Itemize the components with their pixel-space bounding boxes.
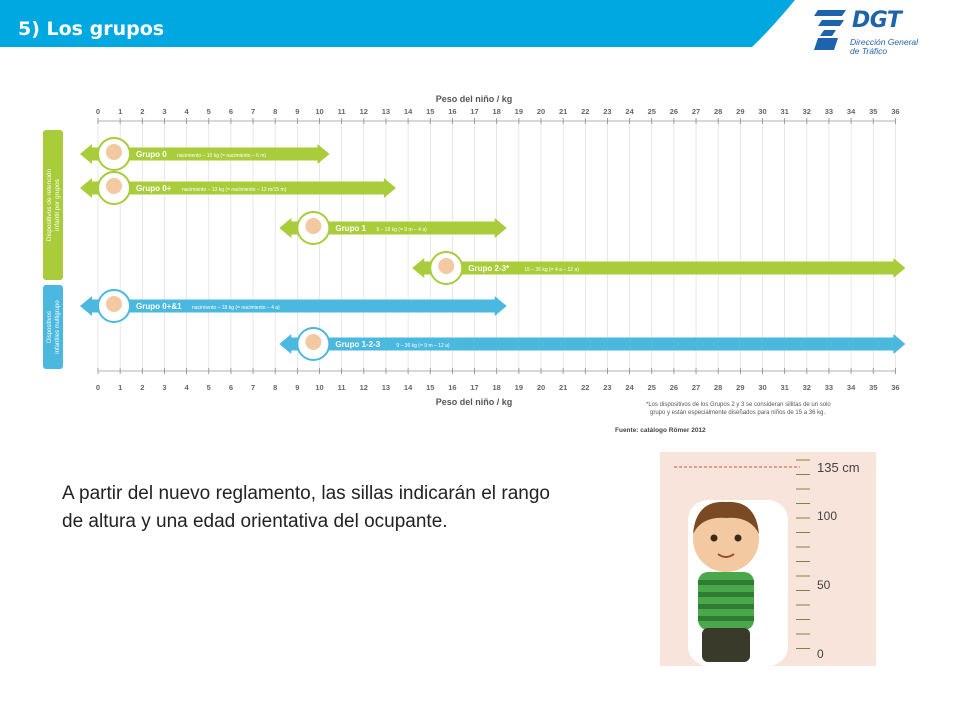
arrow-left-icon — [80, 296, 92, 316]
tick-label-bottom: 0 — [95, 383, 101, 392]
tick-label-bottom: 22 — [581, 383, 590, 392]
side-label-green-line-2: infantil por grupos — [54, 179, 61, 231]
tick-label-top: 1 — [118, 107, 123, 116]
logo-subtitle — [850, 38, 930, 56]
tick-label-top: 12 — [359, 107, 368, 116]
footnote-line-1: *Los dispositivos de los Grupos 2 y 3 se consideran sillitas de un solo — [646, 402, 831, 408]
tick-label-bottom: 1 — [118, 383, 123, 392]
tick-label-bottom: 30 — [758, 383, 767, 392]
tick-label-top: 6 — [228, 107, 233, 116]
tick-label-top: 15 — [426, 107, 435, 116]
group-description: 9 – 36 kg (= 9 m – 12 a) — [396, 343, 450, 349]
tick-label-bottom: 15 — [426, 383, 435, 392]
boy-figure-icon — [688, 500, 788, 666]
tick-label-bottom: 33 — [824, 383, 834, 392]
tick-label-bottom: 16 — [448, 383, 457, 392]
tick-label-bottom: 12 — [359, 383, 368, 392]
arrow-right-icon — [893, 334, 905, 354]
tick-label-top: 18 — [492, 107, 501, 116]
height-label-135: 135 cm — [817, 460, 860, 475]
tick-label-bottom: 6 — [228, 383, 233, 392]
group-name: Grupo 0 — [136, 150, 167, 159]
logo-subtitle-line-2: de Tráfico — [850, 46, 888, 56]
group-bar — [412, 252, 905, 284]
child-face-icon — [106, 296, 122, 312]
tick-label-bottom: 28 — [714, 383, 723, 392]
tick-label-top: 32 — [802, 107, 811, 116]
tick-label-top: 4 — [184, 107, 189, 116]
group-name: Grupo 0+ — [136, 184, 172, 193]
arrow-left-icon — [80, 178, 92, 198]
arrow-left-icon — [279, 334, 291, 354]
group-bar — [279, 212, 506, 244]
group-bar — [80, 290, 507, 322]
tick-label-top: 17 — [470, 107, 479, 116]
tick-label-top: 16 — [448, 107, 457, 116]
tick-label-top: 8 — [273, 107, 278, 116]
child-face-icon — [305, 218, 321, 234]
arrow-right-icon — [384, 178, 396, 198]
tick-label-bottom: 26 — [669, 383, 679, 392]
tick-label-bottom: 10 — [315, 383, 324, 392]
tick-label-bottom: 7 — [250, 383, 256, 392]
tick-label-bottom: 9 — [295, 383, 300, 392]
group-description: 15 – 36 kg (= 4 a – 12 a) — [524, 267, 579, 273]
tick-label-top: 22 — [581, 107, 590, 116]
child-face-icon — [438, 258, 454, 274]
tick-label-top: 20 — [536, 107, 546, 116]
side-label-blue-line-2: infantiles multigrupo — [55, 300, 61, 354]
logo-text: DGT — [852, 8, 902, 33]
group-name: Grupo 2-3* — [468, 264, 510, 273]
tick-label-bottom: 3 — [162, 383, 167, 392]
height-label-100: 100 — [817, 509, 838, 523]
tick-label-top: 35 — [869, 107, 878, 116]
tick-label-top: 28 — [714, 107, 723, 116]
chart-ticks-top — [96, 107, 900, 116]
group-bar — [279, 328, 905, 360]
group-bar — [80, 172, 396, 204]
tick-label-bottom: 34 — [846, 383, 856, 392]
tick-label-bottom: 27 — [691, 383, 701, 392]
tick-label-top: 31 — [780, 107, 789, 116]
chart-ticks-bottom — [96, 383, 900, 392]
child-face-icon — [106, 144, 122, 160]
tick-label-top: 2 — [140, 107, 145, 116]
group-bars — [80, 138, 905, 360]
tick-label-top: 36 — [891, 107, 900, 116]
tick-label-bottom: 2 — [140, 383, 145, 392]
child-face-icon — [305, 334, 321, 350]
tick-label-top: 33 — [824, 107, 834, 116]
tick-label-top: 13 — [381, 107, 391, 116]
logo-subtitle-line-1: Dirección General — [850, 37, 919, 47]
tick-label-top: 27 — [691, 107, 701, 116]
tick-label-bottom: 17 — [470, 383, 479, 392]
arrow-left-icon — [80, 144, 92, 164]
group-description: nacimiento – 10 kg (= nacimiento – 6 m) — [177, 153, 267, 159]
tick-label-bottom: 8 — [273, 383, 278, 392]
tick-label-top: 24 — [625, 107, 634, 116]
tick-label-bottom: 14 — [403, 383, 413, 392]
tick-label-top: 26 — [669, 107, 679, 116]
height-label-0: 0 — [817, 647, 824, 661]
tick-label-top: 21 — [558, 107, 568, 116]
axis-label-bottom: Peso del niño / kg — [435, 397, 513, 407]
tick-label-top: 5 — [206, 107, 211, 116]
tick-label-top: 3 — [162, 107, 167, 116]
arrow-right-icon — [893, 258, 905, 278]
footnote-line-2: grupo y están especialmente diseñados para niños de 15 a 36 kg. — [650, 410, 826, 416]
weight-groups-chart — [40, 88, 900, 438]
tick-label-top: 23 — [603, 107, 612, 116]
group-name: Grupo 1 — [335, 224, 367, 233]
tick-label-bottom: 29 — [736, 383, 745, 392]
group-description: nacimiento – 18 kg (= nacimiento – 4 a) — [192, 305, 280, 311]
height-chart-illustration — [660, 452, 876, 666]
tick-label-bottom: 31 — [780, 383, 789, 392]
tick-label-bottom: 20 — [536, 383, 546, 392]
group-bar — [80, 138, 330, 170]
tick-label-bottom: 25 — [647, 383, 656, 392]
group-description: nacimiento – 13 kg (= nacimiento – 12 m/15 m) — [182, 187, 287, 193]
tick-label-top: 0 — [95, 107, 101, 116]
tick-label-bottom: 4 — [184, 383, 189, 392]
tick-label-bottom: 32 — [802, 383, 811, 392]
tick-label-bottom: 19 — [514, 383, 524, 392]
tick-label-top: 9 — [295, 107, 300, 116]
arrow-left-icon — [279, 218, 291, 238]
arrow-right-icon — [495, 218, 507, 238]
source-note: Fuente: catálogo Römer 2012 — [615, 427, 706, 434]
tick-label-bottom: 24 — [625, 383, 634, 392]
side-label-blue-line-1: Dispositivos — [47, 310, 53, 344]
tick-label-bottom: 11 — [337, 383, 346, 392]
tick-label-top: 30 — [758, 107, 767, 116]
tick-label-top: 29 — [736, 107, 745, 116]
tick-label-top: 11 — [337, 107, 346, 116]
tick-label-bottom: 18 — [492, 383, 501, 392]
tick-label-bottom: 23 — [603, 383, 612, 392]
tick-label-bottom: 21 — [558, 383, 568, 392]
arrow-right-icon — [495, 296, 507, 316]
tick-label-bottom: 5 — [206, 383, 211, 392]
tick-label-top: 7 — [250, 107, 256, 116]
body-paragraph: A partir del nuevo reglamento, las sillas indicarán el rango de altura y una edad orientativa del ocupante. — [62, 483, 550, 532]
tick-label-bottom: 35 — [869, 383, 878, 392]
arrow-left-icon — [412, 258, 424, 278]
arrow-right-icon — [318, 144, 330, 164]
tick-label-bottom: 36 — [891, 383, 900, 392]
child-face-icon — [106, 178, 122, 194]
tick-label-top: 34 — [846, 107, 856, 116]
group-name: Grupo 0+&1 — [136, 302, 182, 311]
axis-label-top: Peso del niño / kg — [435, 94, 513, 104]
group-description: 9 – 18 kg (= 9 m – 4 a) — [376, 227, 427, 233]
tick-label-top: 10 — [315, 107, 324, 116]
slide-title: 5) Los grupos — [18, 18, 165, 40]
side-label-green-line-1: Dispositivos de retención — [46, 168, 53, 242]
tick-label-top: 19 — [514, 107, 524, 116]
height-label-50: 50 — [817, 578, 831, 592]
tick-label-top: 14 — [403, 107, 413, 116]
tick-label-top: 25 — [647, 107, 656, 116]
group-name: Grupo 1-2-3 — [335, 340, 381, 349]
tick-label-bottom: 13 — [381, 383, 391, 392]
